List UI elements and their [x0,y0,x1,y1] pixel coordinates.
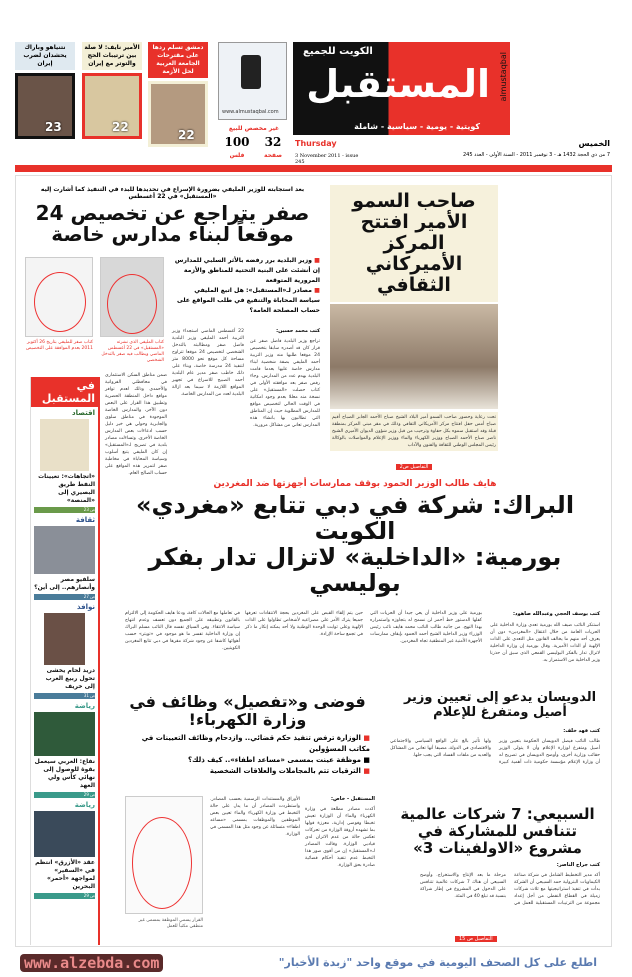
teaser[interactable] [148,42,208,147]
bullet: ■ وزير البلدية برر رفضه بالأثر السلبي للمدارس إن أنشئت على البنية التحتية للمناطق والأزمة المرورية المتوقعة [174,257,320,284]
page-ref: ص 23 [34,507,95,513]
teaser-headline: نتنياهو وباراك يحشدان لضرب إيران [15,42,75,70]
bullet: ■ موظفة عينت بمسمى «مساعد اطفاء».. كيف ذلك؟ [188,756,370,764]
story2-body: حين يتم إلقاء القبض على المغردين بحجة الانتقادات تعرفها جميعا يترك الأمر على مصراعيه لأشخاص تطاولوا على الذات الإلهية وعلى ثوابت الوحدة الوطنية ولا أحد يمكنه إنكار ما ذكر في تجمع ساحة الإرادة. [245,611,363,637]
teaser-photo [15,73,75,139]
sidebar-photo [34,811,95,857]
story5-headline[interactable]: السبيعي: 7 شركات عالمية تتنافس للمشاركة في مشروع «الاولفينات 3» [400,805,595,857]
byline: كتب محمد حسين: [276,328,320,334]
teaser[interactable] [82,42,142,139]
byline: المستقبل - خاص: [331,796,375,802]
sidebar-item[interactable] [34,516,95,600]
page-count-label: صفحة [263,152,283,159]
page-ref: ص 31 [34,693,95,699]
more-link[interactable]: التفاصيل ص2 [396,464,433,470]
bullet: ■ مصادر لـ«المستقبل»: هل اتبع المليفي سياسة المحاباة والتنفيع في طلب المواقع على حساب المصلحة العامة؟ [176,287,320,314]
sidebar-photo [34,526,95,574]
page-number: 23 [45,120,62,134]
sidebar-photo [44,613,85,665]
document-image [25,257,93,337]
sidebar [30,377,100,945]
story1-headline[interactable]: صفر يتراجع عن تخصيص 24 موقعاً لبناء مدارس خاصة [35,201,310,246]
date-arabic: 7 من ذي الحجة 1432 هـ - 3 نوفمبر 2011 - السنة الأولى - العدد 245 [462,152,610,158]
teaser-photo [82,73,142,139]
doc-caption: كتاب صفر للمليفي بتاريخ 26 أكتوبر 2011 بعدم الموافقة على التخصيص [26,340,93,351]
tagline: كويتية - يومية - سياسية - شاملة [354,122,480,131]
sidebar-item[interactable] [34,702,95,798]
sidebar-title: في المستقبل [31,377,98,407]
latin-name: almustaqbal [499,52,508,102]
ad-url: www.almustaqbal.com [222,109,279,115]
story1-bullets [172,256,320,316]
story1-body: تراجع وزير البلدية فاضل صفر عن قرار كان قد أصدره سابقا بتخصيص 24 موقعا طلبها منه وزير التربية أحمد المليفي بصفة شخصية لبناء مدارس خاصة عليها بعدما قامت البلدية بهدم عدد من المدارس. وجاء رفض صفر بعد موافقته الأولى في كتاب حصلت «المستقبل» على نسخة منه معللا بعدم وجود امكانية في الوقت الحالي لتخصيص مواقع للمدارس المطلوبة حيث إن المناطق التي تطالبون بها بانشاء هذه المدارس تعاني من مشاكل مرورية. [250,339,320,428]
bullet: ■ الترقيات تتم بالمجاملات والعلاقات الشخصية [209,767,370,775]
page-ref: ص 29 [34,792,95,798]
advertisement[interactable] [218,42,287,120]
teaser-headline: دمشق تسلم ردها على مقترحات الجامعة العربية لحل الأزمة [148,42,208,78]
teaser[interactable] [15,42,75,139]
lead-story [330,185,498,472]
page-number: 22 [112,120,129,134]
story1-kicker: بعد استجابته للوزير المليفي بضرورة الإسراع في تحديدها للبدء في التنفيذ كما أشارت إليه «المستقبل» في 22 أغسطس [40,186,305,200]
story4-headline[interactable]: فوضى و«تفصيل» وظائف في وزارة الكهرباء! [129,692,366,729]
red-divider [15,165,612,172]
newspaper-name: المستقبل [306,62,490,106]
price: 100 [224,135,250,149]
section-label: ثقافة [75,516,95,524]
price-label: فلس [229,152,245,159]
section-label: رياضة [74,702,95,710]
doc-caption: القرار يسمي الموظفة بمسمى غير منطقي مكتباً للعمل [138,918,203,929]
story1-body: 22 أغسطس الماضي استجداء وزير التربية أحمد المليفي وزير البلدية فاضل صفر ومطالبته بالتدخل الشخصي لتخصيص 24 موقعا تتراوح مساحة كل موقع نحو 8000 متر لتنفيذ 24 مدرسة خاصة، وبناء على ذلك خاطب صفر مدير عام البلدية أحمد الصبيح للاسراع في تجهيز المواقع اللازمة لا سيما بعد ازالة البلدية لعدد من المدارس الخاصة. [172,329,245,397]
teaser-headline: الأمير نايف: لا صلة بين ترتيبات الحج والتوتر مع إيران [82,42,142,70]
bullet: ■ الوزارة ترفض تنفيذ حكم قضائي.. وازدحام وظائف التعيينات في مكاتب المسؤولين [141,734,370,753]
section-label: اقتصاد [72,409,95,417]
teaser-photo [148,81,208,147]
lead-headline[interactable]: صاحب السمو الأمير افتتح المركز الأميركاني الثقافي [330,185,498,302]
more-link[interactable]: التفاصيل ص 15 [455,936,497,942]
byline: كتب جراح الناصر: [556,862,600,868]
story2-body: استنكر النائب ضيف الله بورمية تعدي وزارة الداخلية على الحريات العامة من خلال اعتقال «المغردين» دون أن يعرف أحد منهم ما يخالف القانون مثل التعدي على الذات الإلهية أو الذات الأميرية. وقال بورمية إن وزارة الداخلية لاتزال تدار بالفكر البوليسي القمعي الذي سبق أن حذرنا وزير الداخلية من الاستمرار به. [490,623,600,663]
story4-body: الأوراق والمستندات الرسمية بحسب المصادر. واستطردت المصادر أن ما يدل على حالة التخبط في وزارة الكهرباء والماء تعيين بعض الموظفين والموظفات بمسمى «مساعد اطفاء» متسائلة عن وجود مثل هذا المسمى في الوزارة. [210,797,300,837]
page-number: 22 [178,128,195,142]
page-ref: ص 29 [34,893,95,899]
doc-caption: كتاب المليفي الذي نشرته «المستقبل» في 22 أغسطس الماضي ويطالب فيه صفر بالتدخل الشخصي [101,340,164,363]
byline: كتب يوسف الحجي وعبدالله صاهود: [513,611,600,617]
document-image [125,796,203,914]
not-for-sale: غير مخصص للبيع [228,125,280,132]
sidebar-item[interactable] [34,409,95,513]
story2-headline[interactable]: البراك: شركة في دبي تتابع «مغردي» الكويت [135,491,575,545]
sidebar-item[interactable] [34,801,95,899]
sidebar-photo [34,712,95,756]
document-image [100,257,164,337]
story3-headline[interactable]: الدويسان يدعو إلى تعيين وزير أصيل ومتفرغ للإعلام [403,690,597,720]
footer-text: اطلع على كل الصحف اليومية في موقع واحد "زبدة الأخبار" [278,956,597,969]
lead-caption: تحت رعاية وحضور صاحب السمو أمير البلاد الشيخ صباح الأحمد الجابر الصباح أقيم صباح أمس حفل افتتاح مركز الأمريكاني الثقافي وذلك في مقر مبنى المركز بمنطقة قبلة وقد استقبل سموه بكل حفاوة وترحيب من قبل وزير شؤون الديوان الأميري الشيخ ناصر صباح الأحمد الصباح ووزير الكهرباء والماء ووزير الإعلام والمواصلات بالوكالة رئيس المجلس الوطني للثقافة والفنون والآداب [330,412,498,451]
sidebar-items [31,407,98,904]
footer-url[interactable]: www.alzebda.com [20,954,163,972]
footer-banner[interactable] [0,952,632,976]
sidebar-item[interactable] [34,603,95,699]
story1-header [25,186,320,245]
sidebar-headline: سلفيو مصر وأنصارهم.. إلى أين؟ [34,576,95,591]
section-label: نوافذ [76,603,95,611]
sidebar-headline: عقد «الأزرق» انتظم في «السفير» لمواجهة «أحمر» البحرين [35,859,95,890]
story2-body: بورمية على وزير الداخلية أن يعي جيدا أن الحريات التي كفلها الدستور خط أحمر لن نسمح له بتجاوزه واستمراره بهذا النهج. من جانبه طالب النائب محمد هايف نائب رئيس الوزراء وزير الداخلية الشيخ أحمد الحمود بإيقاف ممارسات الأجهزة الأمنية غير المنطقية تجاه المغردين. [370,611,482,644]
sidebar-photo [40,419,89,471]
sidebar-headline: «اتجاهات»: تعيينات النفط طريق البصيري إلى «المنصة» [38,473,95,504]
sidebar-headline: نفاع: العربي سيعمل بقوة للوصول إلى نهائي كأس ولي العهد [34,758,95,789]
lead-photo [330,304,498,409]
slogan: الكويت للجميع [303,46,373,57]
story3-body: طالب النائب فيصل الدويسان الحكومة بتعيين وزير أصيل ومتفرغ لوزارة الإعلام وأن لا يتولى الوزير حقائب وزارية أخرى، وأوضح الدويسان في تصريح له أن وزارة الإعلام مؤسسة حكومية ذات أهمية كبيرة ولها تأثير بالغ على الواقع السياسي والاجتماعي والاقتصادي في الدولة، مضيفا أنها تعاني من المشاكل والعديد من ملفات الفساد التي يجب حلها. [390,739,600,765]
story2-body: في تعاملها مع الحالات كافة، ودعا هايف الحكومة إلى الالتزام بالقانون وتطبيقه على الجميع دون تعسف وعدم انتهاج سياسة الانتقاء. وفي السياق نفسه قال النائب مسلم البراك إن وزارة الداخلية تفسر ما هو موجود في «تويتر» حسب أهوائها كاشفا عن وجود شركة مقرها في دبي تتابع المغردين الكويتيين. [125,611,240,651]
sidebar-headline: دريد لحام يخشى تحول ربيع العرب إلى خريف [45,667,95,690]
story5-body: أكد مدير التخطيط الشامل في شركة صناعة الكيماويات البترولية حمد السبيعي أن الشركة بدأت في تنفيذ استراتيجيتها مع ثلاث شركات زميلة في القطاع النفطي من أجل إعداد مجموعة من الترتيبات المستقبلية للعمل في مرحلة ما بعد الإنتاج والاستخراج. وأوضح السبيعي أن هناك 7 شركات عالمية تتنافس على الدخول في المشروع في إطار شراكة بنسبة قد تبلغ 40 في المئة. [420,873,600,906]
story2-kicker: هايف طالب الوزير الحمود بوقف ممارسات أجهزتها ضد المغردين [213,479,497,489]
page-ref: ص 27 [34,594,95,600]
story2-headline[interactable]: بورمية: «الداخلية» لاتزال تدار بفكر بوليسي [148,543,562,597]
phone-image [241,55,261,89]
date-english: 3 November 2011 - issue 245 [295,153,359,165]
section-label: رياضة [74,801,95,809]
day-arabic: الخميس [578,139,610,148]
story4-body: أكدت مصادر مطلعة في وزارة الكهرباء والماء أن الوزارة تعيش تخبطا وفوضى إدارية، معززة قولها بما تشهده أروقة الوزارة من تحركات تعكس حالة من عدم الاتزان لدى قياديي الوزارة. وقالت المصادر لـ«المستقبل» إن من أقوى صور هذا التخبط عدم تنفيذ أحكام قضائية صادرة بحق الوزارة. [305,807,375,868]
byline: كتب فهد خلف: [563,728,600,734]
page-count: 32 [264,135,282,149]
story1-body: ضمن مناطق السكن الاستثماري في محافظتي الفروانية والأحمدي وذلك لعدم توافر مواقع داخل المنطقة الحضرية وتطبيق هذا القرار على البعض دون الآخر، والمدارس الخاصة الموجودة في مناطق سلوى والجابرية وحولي هي خير دليل حسب ادعاءات بعض المدارس الخاصة الأخرى. وتساءلت مصادر بلدية في تصريح لـ«المستقبل» إن كان المليفي يتبع أسلوب وسياسة المحاباة في مخاطبة صفر لتمرير هذه المواقع على حساب الصالح العام. [105,373,167,476]
story4-bullets [125,733,370,777]
day-english: Thursday [295,139,337,148]
story2-header [105,478,605,596]
masthead-logo [293,42,510,135]
